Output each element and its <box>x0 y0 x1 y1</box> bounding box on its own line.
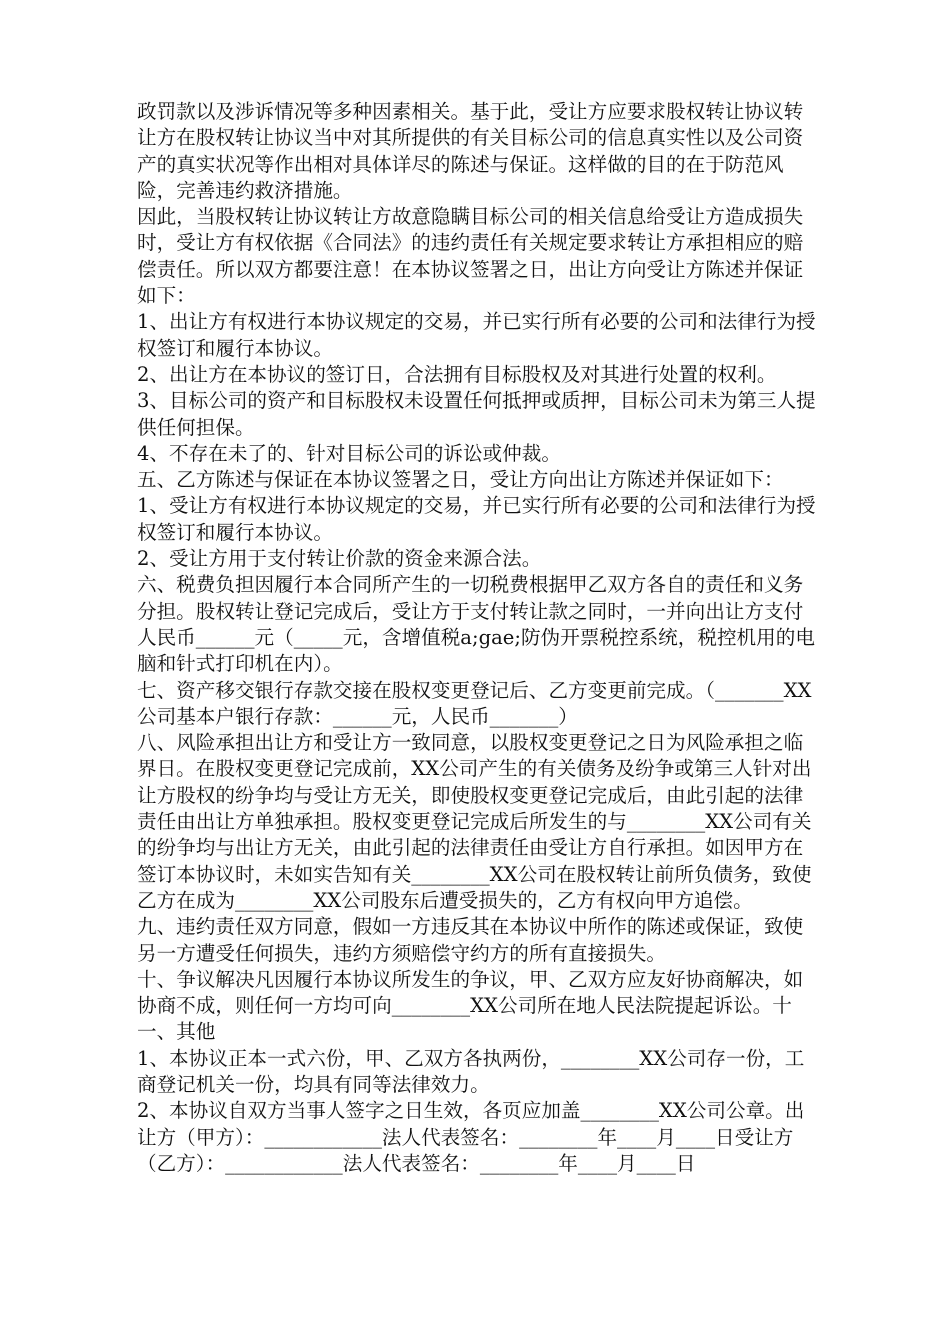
section-8-risk: 八、风险承担出让方和受让方一致同意，以股权变更登记之日为风险承担之临界日。在股权变更登记完成前，XX公司产生的有关债务及纷争或第三人针对出让方股权的纷争均与受让方无关，即使股权变更登记完成后，由此引起的法律责任由出让方单独承担。股权变更登记完成后所发生的与________XX公司有关的纷争均与出让方无关，由此引起的法律责任由受让方自行承担。如因甲方在签订本协议时，未如实告知有关________XX公司在股权转让前所负债务，致使乙方在成为________XX公司股东后遭受损失的，乙方有权向甲方追偿。 <box>137 731 812 912</box>
section-11-heading: 一、其他 <box>137 1020 216 1044</box>
clause-seller-3: 3、目标公司的资产和目标股权未设置任何抵押或质押，目标公司未为第三人提供任何担保。 <box>137 389 816 439</box>
section-10-dispute: 十、争议解决凡因履行本协议所发生的争议，甲、乙双方应友好协商解决，如协商不成，则任何一方均可向________XX公司所在地人民法院提起诉讼。十 <box>137 967 804 1018</box>
section-9-breach: 九、违约责任双方同意，假如一方违反其在本协议中所作的陈述或保证，致使另一方遭受任何损失，违约方须赔偿守约方的所有直接损失。 <box>137 915 804 965</box>
paragraph-2: 因此，当股权转让协议转让方故意隐瞒目标公司的相关信息给受让方造成损失时，受让方有权依据《合同法》的违约责任有关规定要求转让方承担相应的赔偿责任。所以双方都要注意！在本协议签署之日，出让方向受让方陈述并保证如下： <box>137 205 804 308</box>
section-7-asset-transfer: 七、资产移交银行存款交接在股权变更登记后、乙方变更前完成。（_______XX公司基本户银行存款：______元，人民币_______） <box>137 678 812 728</box>
clause-buyer-2: 2、受让方用于支付转让价款的资金来源合法。 <box>137 547 542 571</box>
section-6-taxes: 六、税费负担因履行本合同所产生的一切税费根据甲乙双方各自的责任和义务分担。股权转让登记完成后，受让方于支付转让款之同时，一并向出让方支付人民币______元（_____元，含增值税a;gae;防伪开票税控系统，税控机用的电脑和针式打印机在内）。 <box>137 573 815 676</box>
clause-other-2-signatures: 2、本协议自双方当事人签字之日生效，各页应加盖________XX公司公章。出让方（甲方）：____________法人代表签名：________年____月____日受让方（乙方）：____________法人代表签名：________年____月____日 <box>137 1099 805 1175</box>
section-5-heading: 五、乙方陈述与保证在本协议签署之日，受让方向出让方陈述并保证如下： <box>137 468 784 492</box>
document-body <box>137 99 817 1177</box>
clause-seller-1: 1、出让方有权进行本协议规定的交易，并已实行所有必要的公司和法律行为授权签订和履行本协议。 <box>137 310 816 360</box>
clause-seller-2: 2、出让方在本协议的签订日，合法拥有目标股权及对其进行处置的权利。 <box>137 362 777 386</box>
clause-seller-4: 4、不存在未了的、针对目标公司的诉讼或仲裁。 <box>137 441 561 465</box>
clause-other-1: 1、本协议正本一式六份，甲、乙双方各执两份，________XX公司存一份，工商登记机关一份，均具有同等法律效力。 <box>137 1046 805 1096</box>
paragraph-1: 政罚款以及涉诉情况等多种因素相关。基于此，受让方应要求股权转让协议转让方在股权转让协议当中对其所提供的有关目标公司的信息真实性以及公司资产的真实状况等作出相对具体详尽的陈述与保证。这样做的目的在于防范风险，完善违约救济措施。 <box>137 100 804 202</box>
clause-buyer-1: 1、受让方有权进行本协议规定的交易，并已实行所有必要的公司和法律行为授权签订和履行本协议。 <box>137 494 816 544</box>
